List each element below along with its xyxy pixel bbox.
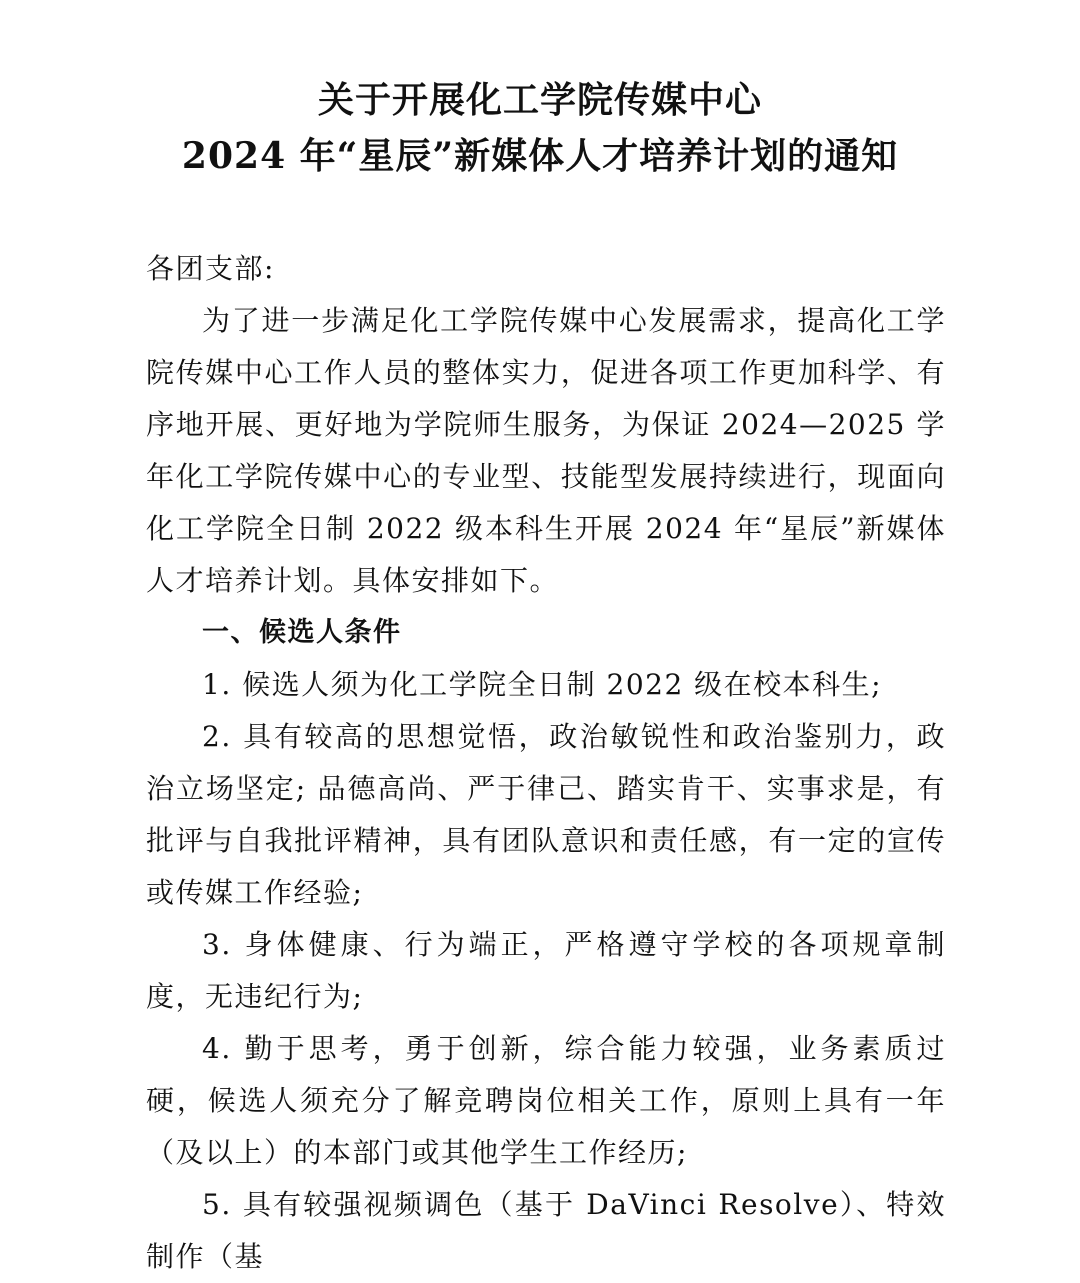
condition-item-5: 5. 具有较强视频调色（基于 DaVinci Resolve）、特效制作（基 [146, 1188, 946, 1273]
condition-item-3: 3. 身体健康、行为端正，严格遵守学校的各项规章制度，无违纪行为; [146, 928, 946, 1013]
section-heading-candidate-conditions: 一、候选人条件 [202, 617, 402, 648]
salutation: 各团支部: [146, 252, 275, 285]
intro-paragraph: 为了进一步满足化工学院传媒中心发展需求，提高化工学院传媒中心工作人员的整体实力，促进各项工作更加科学、有序地开展、更好地为学院师生服务，为保证 2024—2025 学年化工学院传媒中心的专业型、技能型发展持续进行，现面向化工学院全日制 2022 级本科生开展 2024 年“星辰”新媒体人才培养计划。具体安排如下。 [146, 304, 946, 597]
condition-item-1: 1. 候选人须为化工学院全日制 2022 级在校本科生; [202, 668, 883, 701]
condition-item-4: 4. 勤于思考，勇于创新，综合能力较强，业务素质过硬，候选人须充分了解竞聘岗位相关工作，原则上具有一年（及以上）的本部门或其他学生工作经历; [146, 1032, 946, 1169]
document-title-line-2: 2024 年“星辰”新媒体人才培养计划的通知 [181, 135, 899, 177]
condition-item-2: 2. 具有较高的思想觉悟，政治敏锐性和政治鉴别力，政治立场坚定; 品德高尚、严于律己、踏实肯干、实事求是，有批评与自我批评精神，具有团队意识和责任感，有一定的宣传或传媒工作经验; [146, 720, 946, 909]
document-body [146, 243, 946, 1283]
document-title-line-1: 关于开展化工学院传媒中心 [317, 79, 762, 121]
